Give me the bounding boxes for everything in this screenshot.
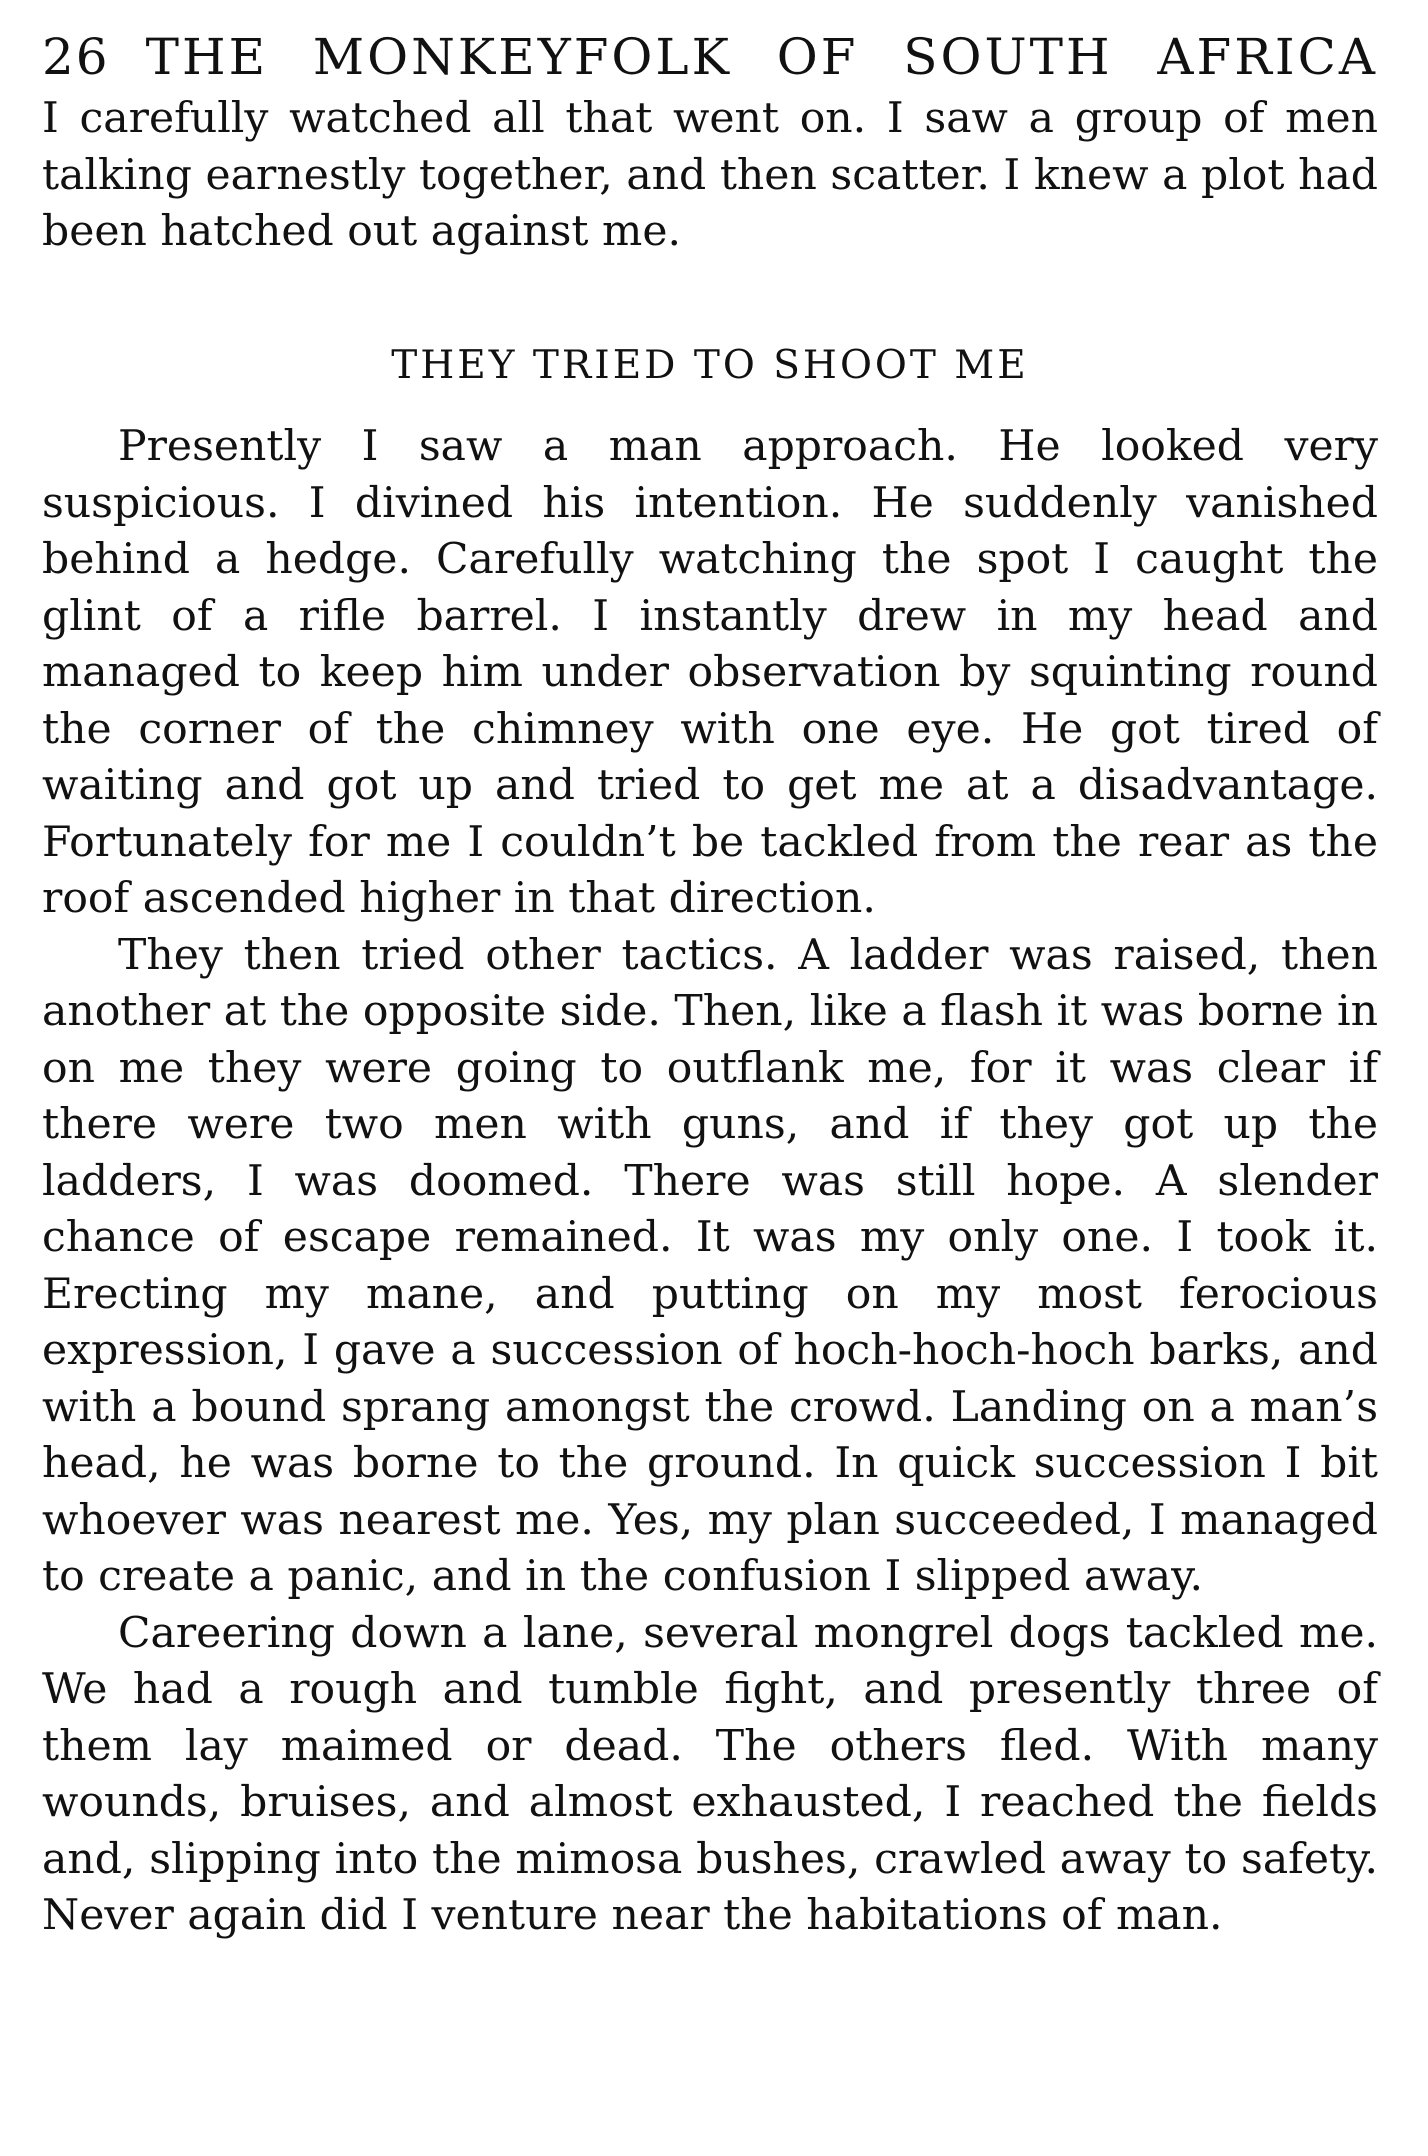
book-page [42, 30, 1378, 1945]
body-paragraph-2: They then tried other tactics. A ladder was raised, then another at the opposite side. Then, like a flash it was borne in on me they were going to outflank me, for it was clear if there were two men with guns, and if they got up the ladders, I was doomed. There was still hope. A slender chance of escape remained. It was my only one. I took it. Erecting my mane, and putting on my most ferocious expression, I gave a succession of hoch-hoch-hoch barks, and with a bound sprang amongst the crowd. Landing on a man’s head, he was borne to the ground. In quick succession I bit whoever was nearest me. Yes, my plan succeeded, I managed to create a panic, and in the confusion I slipped away. [42, 930, 1378, 1602]
book-title: THE MONKEYFOLK OF SOUTH AFRICA [145, 28, 1378, 86]
body-paragraph-3: Careering down a lane, several mongrel dogs tackled me. We had a rough and tumble fight, and presently three of them lay maimed or dead. The others fled. With many wounds, bruises, and almost exhausted, I reached the fields and, slipping into the mimosa bushes, crawled away to safety. Never again did I venture near the habitations of man. [42, 1608, 1378, 1941]
section-heading: THEY TRIED TO SHOOT ME [391, 342, 1029, 388]
body-paragraph-1: Presently I saw a man approach. He looked very suspicious. I divined his intention. He suddenly vanished behind a hedge. Carefully watching the spot I caught the glint of a rifle barrel. I instantly drew in my head and managed to keep him under observation by squinting round the corner of the chimney with one eye. He got tired of waiting and got up and tried to get me at a disadvantage. Fortunately for me I couldn’t be tackled from the rear as the roof ascended higher in that direction. [42, 422, 1378, 924]
running-head [42, 30, 1378, 85]
intro-paragraph: I carefully watched all that went on. I saw a group of men talking earnestly together, and then scatter. I knew a plot had been hatched out against me. [42, 94, 1378, 256]
page-number: 26 [42, 28, 110, 86]
